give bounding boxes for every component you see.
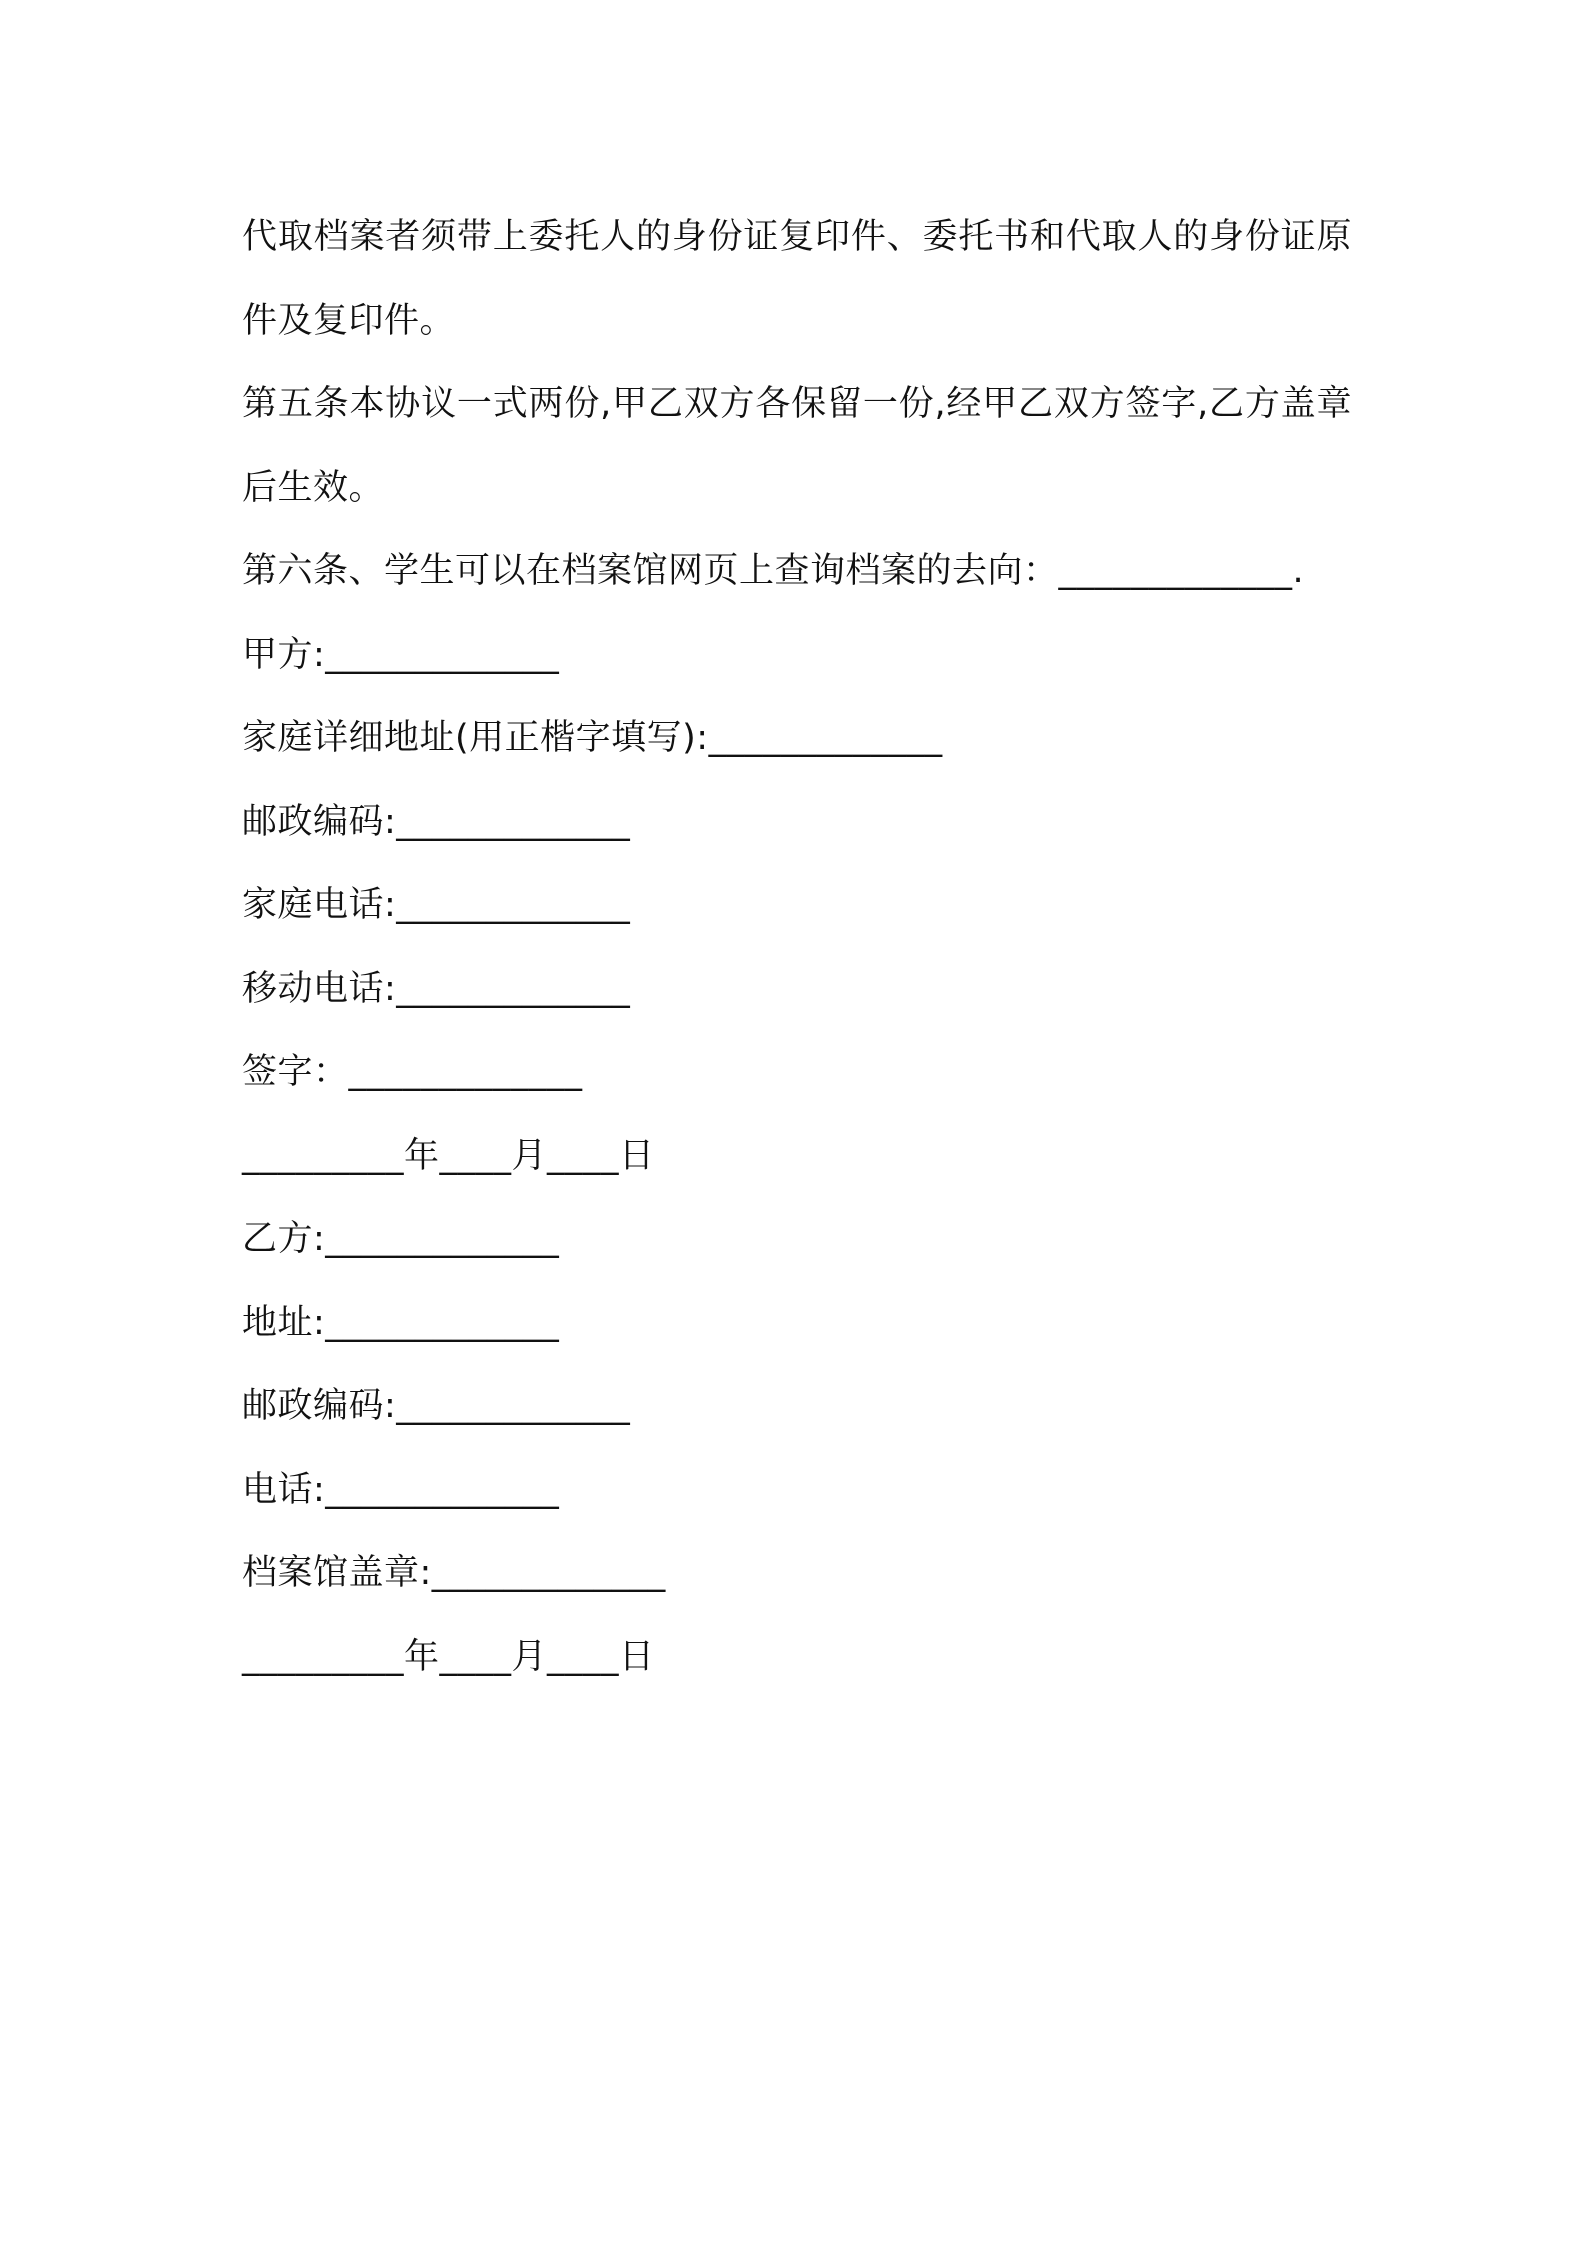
paragraph-proxy-retrieval: 代取档案者须带上委托人的身份证复印件、委托书和代取人的身份证原件及复印件。: [242, 217, 1352, 341]
party-a-line: 甲方:_____________: [242, 634, 560, 675]
home-phone-line: 家庭电话:_____________: [242, 885, 631, 925]
party-b-line: 乙方:_____________: [242, 1219, 560, 1259]
paragraph-article-5: 第五条本协议一式两份,甲乙双方各保留一份,经甲乙双方签字,乙方盖章后生效。: [242, 384, 1352, 508]
party-a-date-line: _________年____月____日: [242, 1135, 655, 1176]
party-b-date-line: _________年____月____日: [242, 1636, 655, 1677]
document-body: [242, 196, 1352, 1699]
mobile-phone-line: 移动电话:_____________: [242, 968, 631, 1009]
home-address-line: 家庭详细地址(用正楷字填写):_____________: [242, 718, 943, 758]
party-b-phone-line: 电话:_____________: [242, 1469, 560, 1510]
party-b-postcode-line: 邮政编码:_____________: [242, 1386, 631, 1426]
party-a-postcode-line: 邮政编码:_____________: [242, 801, 631, 842]
signature-line: 签字：_____________: [242, 1052, 583, 1092]
article-6-line: 第六条、学生可以在档案馆网页上查询档案的去向：_____________.: [242, 551, 1305, 591]
archive-seal-line: 档案馆盖章:_____________: [242, 1553, 666, 1593]
party-b-address-line: 地址:_____________: [242, 1302, 560, 1343]
